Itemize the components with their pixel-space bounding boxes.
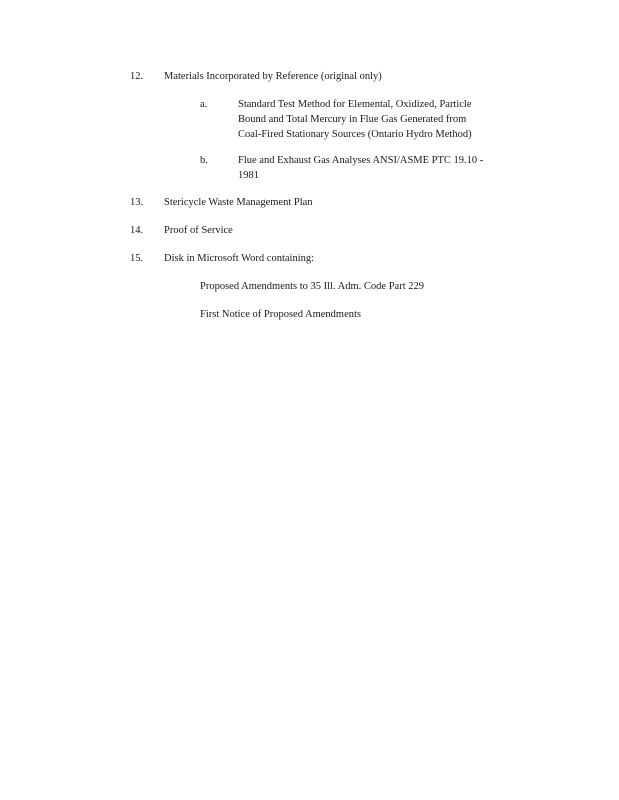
item-14-text: Proof of Service bbox=[164, 225, 233, 236]
item-12b-line-1: Flue and Exhaust Gas Analyses ANSI/ASME PTC 19.10 - bbox=[238, 155, 484, 166]
item-12-text: Materials Incorporated by Reference (original only) bbox=[164, 71, 382, 82]
item-12-number: 12. bbox=[130, 71, 144, 82]
item-15-content-1: Proposed Amendments to 35 Ill. Adm. Code Part 229 bbox=[200, 281, 424, 292]
item-13-number: 13. bbox=[130, 197, 144, 208]
item-12a-line-1: Standard Test Method for Elemental, Oxidized, Particle bbox=[238, 99, 472, 110]
item-15-content-2: First Notice of Proposed Amendments bbox=[200, 309, 361, 320]
item-12b-line-2: 1981 bbox=[238, 170, 259, 181]
item-15-text: Disk in Microsoft Word containing: bbox=[164, 253, 315, 264]
item-12a-line-3: Coal-Fired Stationary Sources (Ontario Hydro Method) bbox=[238, 129, 472, 140]
item-14-number: 14. bbox=[130, 225, 144, 236]
item-12b-text bbox=[238, 153, 538, 183]
item-12a-text bbox=[238, 97, 538, 142]
item-12a-letter: a. bbox=[200, 99, 208, 110]
item-12a-line-2: Bound and Total Mercury in Flue Gas Generated from bbox=[238, 114, 467, 125]
item-13-text: Stericycle Waste Management Plan bbox=[164, 197, 313, 208]
item-15-number: 15. bbox=[130, 253, 144, 264]
item-12b-letter: b. bbox=[200, 155, 208, 166]
